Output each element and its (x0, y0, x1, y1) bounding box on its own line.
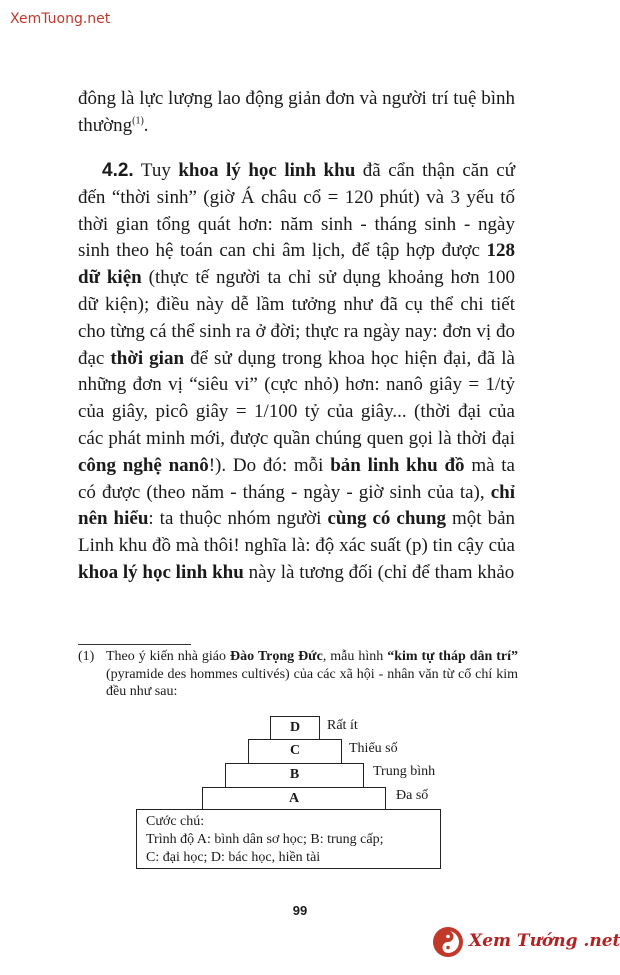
text-run: !). Do đó: mỗi (208, 454, 331, 476)
text-run: mà ta có được (theo năm - tháng - ngày - giờ sinh của ta), (78, 454, 515, 503)
bold-run: khoa lý học linh khu (178, 160, 356, 181)
bold-run: bản linh khu đồ (330, 454, 465, 476)
footnote-ref: (1) (132, 115, 144, 127)
yin-yang-icon (433, 927, 463, 957)
pyramid-tier-b: B (225, 763, 364, 787)
legend-title: Cước chú: (146, 814, 205, 829)
pyramid-label-b: Trung bình (373, 764, 436, 779)
legend-line-1: Trình độ A: bình dân sơ học; B: trung cấp; (146, 832, 384, 847)
bold-run: chỉ nên hiểu (78, 481, 515, 530)
footnote-divider (78, 644, 191, 645)
bold-run: cùng có chung (327, 508, 447, 530)
bold-run: Đào Trọng Đức (230, 649, 323, 664)
text-run: này là tương đối (chỉ để tham khảo (243, 561, 515, 583)
text-run: Theo ý kiến nhà giáo (106, 649, 230, 664)
watermark-top: XemTuong.net (10, 11, 111, 27)
footnote-marker: (1) (78, 649, 95, 664)
pyramid-tier-a: A (202, 787, 386, 810)
pyramid-label-a: Đa số (396, 788, 429, 803)
pyramid-tier-c: C (248, 739, 342, 763)
page-number: 99 (292, 903, 308, 918)
bold-run: 128 dữ kiện (78, 240, 515, 289)
para1-end: . (143, 114, 149, 136)
text-run: đã cẩn thận căn cứ đến “thời sinh” (giờ Á châu cổ = 120 phút) và 3 yếu tố thời gian tổng quát hơn: năm sinh - tháng sinh - ngày sinh theo hệ toán can chi âm lịch, để tập hợp được (78, 160, 515, 262)
bold-run: “kim tự tháp dân trí” (387, 649, 519, 664)
para1-text: đông là lực lượng lao động giản đơn và người trí tuệ bình thường (78, 88, 515, 136)
section-number: 4.2. (102, 160, 134, 181)
pyramid-legend (136, 809, 441, 869)
text-run: : ta thuộc nhóm người (148, 508, 328, 530)
text-run: Tuy (133, 160, 179, 181)
pyramid-tier-d: D (270, 716, 320, 739)
text-run: để sử dụng trong khoa học hiện đại, đã là những đơn vị “siêu vi” (cực nhỏ) hơn: nanô giây = 1/tỷ của giây, picô giây = 1/100 tỷ của giây... (thời đại của các phát minh mới, được quần chúng quen gọi là thời đại (78, 347, 515, 449)
pyramid-label-c: Thiểu số (349, 741, 398, 756)
text-run: (thực tế người ta chỉ sử dụng khoảng hơn 100 dữ kiện); điều này dễ lầm tưởng như đã cụ thể chi tiết cho từng cá thể sinh ra ở đời; thực ra ngày nay: đơn vị đo đạc (78, 267, 515, 369)
footnote (78, 648, 518, 701)
watermark-bottom (433, 925, 620, 965)
bold-run: công nghệ nanô (78, 454, 209, 476)
legend-line-2: C: đại học; D: bác học, hiền tài (146, 850, 321, 865)
paragraph-continuation (78, 86, 515, 140)
text-run: một bản Linh khu đồ mà thôi! nghĩa là: độ xác suất (p) tin cậy của (78, 508, 516, 557)
paragraph-4-2 (78, 158, 515, 587)
bold-run: khoa lý học linh khu (78, 561, 244, 583)
bold-run: thời gian (110, 347, 185, 369)
watermark-bottom-text: Xem Tướng .net (469, 931, 620, 951)
footnote-body (78, 648, 518, 701)
text-run: , mẫu hình (322, 649, 388, 664)
pyramid-label-d: Rất ít (327, 718, 358, 733)
text-run: (pyramide des hommes cultivés) của các xã hội - nhân văn từ cổ chí kim đều như sau: (106, 666, 518, 699)
